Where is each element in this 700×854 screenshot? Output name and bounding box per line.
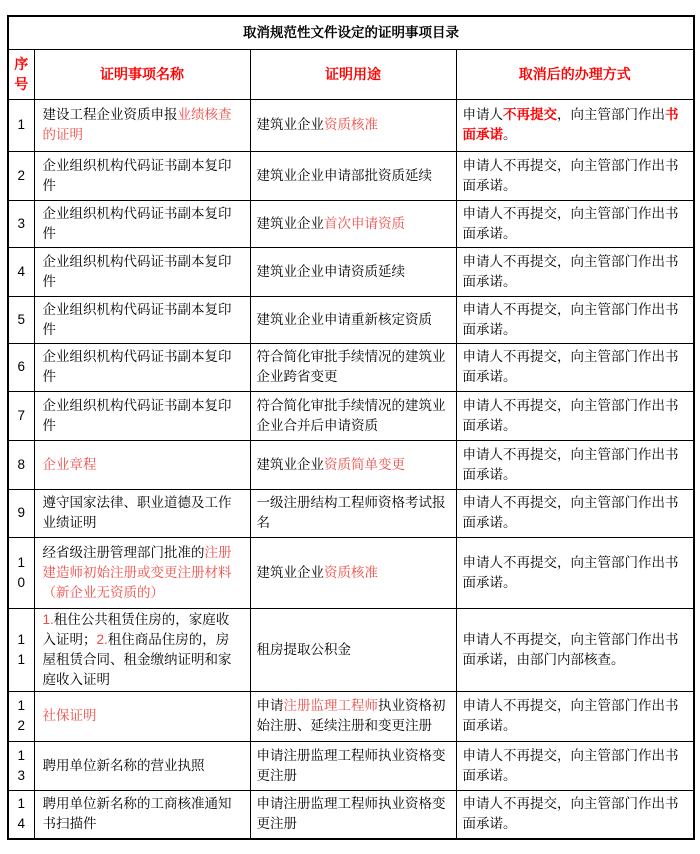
table-row (8, 440, 694, 489)
plain-text: 聘用单位新名称的工商核准通知书扫描件 (42, 796, 232, 832)
serial-number: 2 (17, 167, 25, 183)
plain-text: 申请人不再提交，向主管部门作出书面承诺。 (462, 301, 679, 337)
plain-text: 建筑业企业 (256, 456, 324, 472)
column-header-0: 序号 (8, 49, 34, 99)
purpose-cell (250, 151, 456, 200)
plain-text: 申请人不再提交，向主管部门作出书面承诺。 (462, 157, 679, 193)
plain-text: 申请人不再提交，向主管部门作出书面承诺。 (462, 205, 679, 241)
name-cell (34, 741, 250, 790)
plain-text: 租住商品住房的，房屋租赁合同、租金缴纳证明和家庭收入证明 (42, 631, 232, 687)
serial-cell (8, 440, 34, 489)
serial-number: 4 (17, 263, 25, 279)
plain-text: 经省级注册管理部门批准的 (42, 544, 205, 560)
plain-text: 租房提取公积金 (256, 641, 351, 657)
plain-text: 申请人不再提交，向主管部门作出书面承诺。 (462, 446, 679, 482)
serial-cell (8, 99, 34, 151)
name-cell (34, 790, 250, 839)
serial-number: 3 (17, 215, 25, 231)
title-row (8, 16, 694, 49)
name-cell (34, 537, 250, 608)
table-row (8, 790, 694, 839)
plain-text: 企业组织机构代码证书副本复印件 (42, 157, 232, 193)
name-cell (34, 296, 250, 343)
serial-cell (8, 489, 34, 537)
name-cell (34, 151, 250, 200)
serial-number: 6 (17, 359, 25, 374)
highlighted-text: 不再提交 (503, 107, 557, 122)
table-row (8, 391, 694, 440)
plain-text: 申请人不再提交，向主管部门作出书面承诺。 (462, 397, 679, 433)
table-row (8, 537, 694, 608)
plain-text: 申请注册监理工程师执业资格变更注册 (256, 796, 446, 832)
plain-text: 企业组织机构代码证书副本复印件 (42, 205, 232, 241)
purpose-cell (250, 537, 456, 608)
plain-text: 企业组织机构代码证书副本复印件 (42, 253, 232, 289)
method-cell (456, 790, 694, 839)
plain-text: 符合简化审批手续情况的建筑业企业合并后申请资质 (256, 397, 446, 433)
method-cell (456, 99, 694, 151)
highlighted-text: 资质核准 (324, 564, 378, 580)
name-cell (34, 608, 250, 691)
highlighted-text: 注册建造师初始注册或变更注册材料（新企业无资质的） (42, 544, 232, 600)
name-cell (34, 247, 250, 296)
purpose-cell (250, 741, 456, 790)
plain-text: 符合简化审批手续情况的建筑业企业跨省变更 (256, 349, 446, 384)
plain-text: 申请人 (462, 107, 503, 122)
column-header-3: 取消后的办理方式 (456, 49, 694, 99)
table-row (8, 247, 694, 296)
method-cell (456, 296, 694, 343)
plain-text: 一级注册结构工程师资格考试报名 (256, 495, 446, 530)
method-cell (456, 391, 694, 440)
highlighted-text: 2. (96, 631, 108, 647)
plain-text: 建筑业企业 (256, 564, 324, 580)
table-row (8, 343, 694, 391)
plain-text: ，向主管部门作出 (557, 107, 665, 122)
name-cell (34, 489, 250, 537)
plain-text: 建筑业企业申请部批资质延续 (256, 167, 432, 183)
plain-text: 建筑业企业申请资质延续 (256, 263, 405, 279)
table-row (8, 608, 694, 691)
highlighted-text: 注册监理工程师 (283, 698, 378, 713)
serial-number: 5 (17, 311, 25, 327)
purpose-cell (250, 296, 456, 343)
name-cell (34, 200, 250, 247)
plain-text: 执业资格初始注册、延续注册和变更注册 (256, 698, 446, 733)
highlighted-text: 首次申请资质 (324, 215, 405, 231)
highlighted-text: 企业章程 (42, 456, 97, 472)
serial-cell (8, 537, 34, 608)
plain-text: 建筑业企业 (256, 117, 324, 132)
plain-text: 遵守国家法律、职业道德及工作业绩证明 (42, 495, 232, 530)
method-cell (456, 741, 694, 790)
plain-text: 租住公共租赁住房的，家庭收入证明； (42, 611, 230, 647)
serial-cell (8, 691, 34, 741)
plain-text: 企业组织机构代码证书副本复印件 (42, 397, 232, 433)
serial-number: 14 (17, 796, 25, 832)
method-cell (456, 200, 694, 247)
serial-cell (8, 391, 34, 440)
method-cell (456, 489, 694, 537)
column-header-row (8, 49, 694, 99)
serial-number: 7 (17, 407, 25, 423)
purpose-cell (250, 200, 456, 247)
plain-text: 申请人不再提交，向主管部门作出书面承诺，由部门内部核查。 (462, 631, 679, 667)
method-cell (456, 247, 694, 296)
method-cell (456, 691, 694, 741)
method-cell (456, 151, 694, 200)
plain-text: 建设工程企业资质申报 (42, 107, 178, 122)
table-row (8, 151, 694, 200)
plain-text: 申请人不再提交，向主管部门作出书面承诺。 (462, 349, 679, 384)
certification-items-table (7, 15, 695, 840)
serial-number: 10 (17, 554, 25, 590)
serial-cell (8, 247, 34, 296)
method-cell (456, 537, 694, 608)
purpose-cell (250, 790, 456, 839)
plain-text: 申请人不再提交，向主管部门作出书面承诺。 (462, 796, 679, 832)
purpose-cell (250, 247, 456, 296)
method-cell (456, 343, 694, 391)
table-title: 取消规范性文件设定的证明事项目录 (8, 16, 694, 49)
serial-number: 1 (17, 117, 25, 132)
highlighted-text: 书面承诺 (462, 107, 679, 142)
serial-number: 8 (17, 456, 25, 472)
serial-number: 11 (17, 631, 25, 667)
plain-text: 建筑业企业 (256, 215, 324, 231)
table-row (8, 296, 694, 343)
plain-text: 申请注册监理工程师执业资格变更注册 (256, 747, 446, 783)
plain-text: 申请人不再提交，向主管部门作出书面承诺。 (462, 495, 679, 530)
table-row (8, 99, 694, 151)
serial-cell (8, 343, 34, 391)
name-cell (34, 343, 250, 391)
purpose-cell (250, 99, 456, 151)
highlighted-text: 资质简单变更 (324, 456, 405, 472)
name-cell (34, 391, 250, 440)
method-cell (456, 440, 694, 489)
purpose-cell (250, 440, 456, 489)
plain-text: 建筑业企业申请重新核定资质 (256, 311, 432, 327)
serial-number: 13 (17, 747, 25, 783)
plain-text: 企业组织机构代码证书副本复印件 (42, 349, 232, 384)
purpose-cell (250, 391, 456, 440)
plain-text: 聘用单位新名称的营业执照 (42, 757, 205, 773)
purpose-cell (250, 489, 456, 537)
purpose-cell (250, 608, 456, 691)
serial-cell (8, 790, 34, 839)
serial-number: 12 (17, 698, 25, 733)
purpose-cell (250, 343, 456, 391)
serial-cell (8, 741, 34, 790)
name-cell (34, 440, 250, 489)
highlighted-text: 社保证明 (42, 708, 97, 723)
purpose-cell (250, 691, 456, 741)
plain-text: 申请人不再提交，向主管部门作出书面承诺。 (462, 698, 679, 733)
table-row (8, 200, 694, 247)
plain-text: 企业组织机构代码证书副本复印件 (42, 301, 232, 337)
name-cell (34, 691, 250, 741)
column-header-2: 证明用途 (250, 49, 456, 99)
table-row (8, 741, 694, 790)
serial-cell (8, 200, 34, 247)
plain-text: 。 (503, 127, 517, 142)
table-row (8, 489, 694, 537)
highlighted-text: 资质核准 (324, 117, 378, 132)
method-cell (456, 608, 694, 691)
table-row (8, 691, 694, 741)
highlighted-text: 1. (42, 611, 54, 627)
serial-cell (8, 151, 34, 200)
plain-text: 申请人不再提交，向主管部门作出书面承诺。 (462, 554, 679, 590)
serial-cell (8, 608, 34, 691)
name-cell (34, 99, 250, 151)
plain-text: 申请人不再提交，向主管部门作出书面承诺。 (462, 747, 679, 783)
plain-text: 申请 (256, 698, 284, 713)
serial-number: 9 (17, 505, 25, 520)
highlighted-text: 业绩核查的证明 (42, 107, 232, 142)
serial-cell (8, 296, 34, 343)
column-header-1: 证明事项名称 (34, 49, 250, 99)
plain-text: 申请人不再提交，向主管部门作出书面承诺。 (462, 253, 679, 289)
